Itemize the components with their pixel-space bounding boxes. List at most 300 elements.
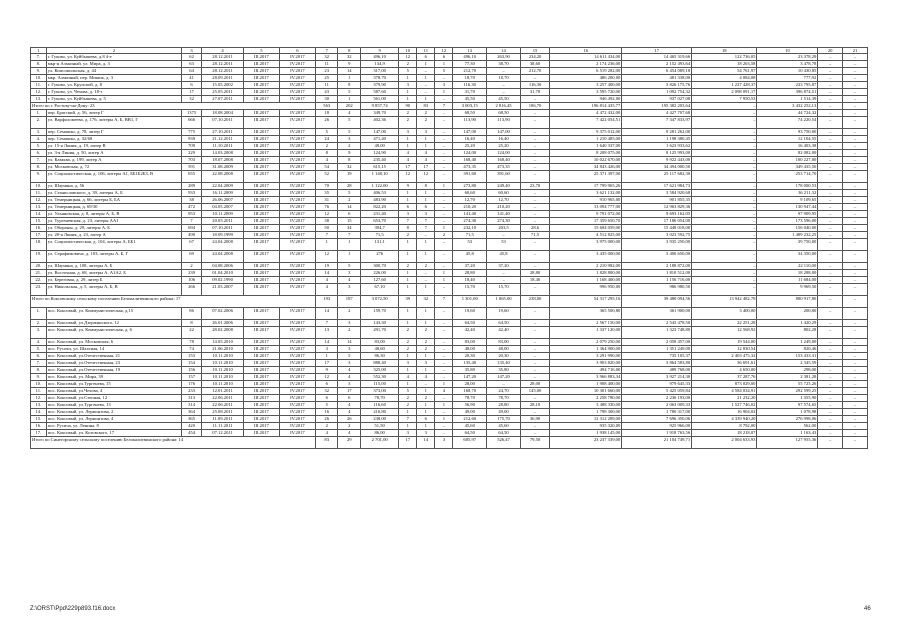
footer-file-path: Z:\ORST\Ppd\229p893.f16.docx: [30, 606, 116, 612]
table-cell: 21 232,20: [692, 395, 757, 402]
table-cell: IV.2017: [279, 110, 315, 117]
table-cell: 953: [181, 211, 201, 218]
table-row: [31, 308, 868, 320]
table-cell: 2 567 150,00: [550, 320, 622, 327]
table-cell: 14.05.2010: [202, 339, 244, 346]
subtotal-cell: 193: [315, 296, 338, 308]
table-cell: –: [843, 409, 868, 416]
table-cell: 2 210 982,00: [550, 263, 622, 270]
table-cell: 19,60: [453, 308, 487, 320]
table-cell: 3: [417, 211, 435, 218]
address-cell: пос. Коксовый, ул.Тургенева, 15: [46, 381, 181, 388]
table-cell: 60,60: [487, 190, 521, 197]
table-cell: 15: [338, 218, 361, 225]
table-cell: 1 798 300,00: [550, 409, 622, 416]
table-cell: 933: [181, 190, 201, 197]
table-cell: IV.2017: [279, 327, 315, 339]
table-cell: 16,40: [487, 136, 521, 143]
column-number: 15: [520, 48, 549, 54]
table-cell: 365: [181, 416, 201, 423]
table-cell: 3 935 250,00: [622, 239, 692, 251]
table-cell: 1: [399, 239, 417, 251]
table-cell: –: [487, 82, 521, 89]
row-number: 10.: [31, 183, 47, 190]
table-cell: 888,40: [361, 360, 399, 367]
table-row: [31, 232, 868, 239]
table-cell: 1 623 933,62: [622, 143, 692, 150]
table-cell: 2: [435, 232, 453, 239]
table-cell: 777,92: [757, 75, 818, 82]
table-cell: 1: [435, 416, 453, 423]
subtotal-cell: 13 942 482,78: [692, 296, 757, 308]
table-cell: III.2017: [243, 423, 279, 430]
table-cell: 31: [315, 197, 338, 204]
address-cell: мкр. Алмазный, пер. Мишиь, д. 3: [46, 75, 181, 82]
table-cell: IV.2017: [279, 54, 315, 61]
address-cell: ул. Восточная, д. 68, литеры А, А1А2, Б: [46, 270, 181, 277]
row-number: 21.: [31, 270, 47, 277]
table-cell: 34 350,00: [757, 251, 818, 263]
table-cell: 16.11.2009: [202, 190, 244, 197]
table-cell: 2: [417, 110, 435, 117]
table-cell: –: [520, 395, 549, 402]
table-cell: –: [692, 251, 757, 263]
table-cell: –: [520, 409, 549, 416]
table-cell: 12,70: [487, 197, 521, 204]
table-cell: 176: [181, 381, 201, 388]
table-cell: –: [435, 284, 453, 296]
table-cell: 68,50: [453, 110, 487, 117]
row-number: 17.: [31, 232, 47, 239]
table-cell: 28,00: [520, 381, 549, 388]
table-cell: 406,53: [361, 190, 399, 197]
row-number: 12.: [31, 197, 47, 204]
subtotal-cell: 32: [417, 296, 435, 308]
row-number: 17.: [31, 430, 47, 437]
table-cell: 156 040,00: [757, 225, 818, 232]
table-cell: 1: [435, 270, 453, 277]
table-cell: 12 830,54: [692, 346, 757, 353]
table-cell: –: [818, 157, 843, 164]
table-cell: 36 211,32: [757, 190, 818, 197]
table-cell: –: [818, 225, 843, 232]
table-cell: –: [435, 320, 453, 327]
table-cell: 18 218,07: [692, 430, 757, 437]
table-cell: –: [435, 164, 453, 171]
table-row: [31, 150, 868, 157]
address-cell: пос. Коксовый, ул.Отечественная, 19: [46, 367, 181, 374]
table-cell: 38: [181, 197, 201, 204]
table-cell: 4: [338, 367, 361, 374]
table-cell: 28,00: [453, 381, 487, 388]
table-cell: –: [843, 150, 868, 157]
table-cell: –: [520, 211, 549, 218]
table-cell: –: [435, 117, 453, 129]
table-cell: 365 500,80: [550, 308, 622, 320]
table-cell: 901 855,35: [622, 197, 692, 204]
table-cell: 1: [417, 61, 435, 68]
table-cell: 364: [181, 409, 201, 416]
table-cell: 82 082,00: [757, 150, 818, 157]
table-cell: –: [843, 61, 868, 68]
table-cell: 07.10.2011: [202, 225, 244, 232]
table-cell: 10 301 660,00: [550, 388, 622, 395]
table-cell: 10 022 670,00: [550, 157, 622, 164]
table-cell: 6: [315, 395, 338, 402]
table-cell: 37,20: [453, 263, 487, 270]
table-cell: 124,90: [361, 150, 399, 157]
table-cell: 106: [181, 277, 201, 284]
table-cell: 07.12.2011: [202, 430, 244, 437]
table-cell: –: [487, 232, 521, 239]
table-row: [31, 395, 868, 402]
row-number: 22.: [31, 277, 47, 284]
table-cell: –: [843, 197, 868, 204]
table-cell: 35,80: [453, 367, 487, 374]
table-cell: 1 249,00: [757, 339, 818, 346]
table-cell: –: [843, 68, 868, 75]
table-cell: –: [818, 171, 843, 183]
table-cell: 147,00: [361, 129, 399, 136]
table-cell: –: [818, 61, 843, 68]
table-cell: –: [435, 150, 453, 157]
table-cell: 11.11.2011: [202, 423, 244, 430]
table-cell: IV.2017: [279, 204, 315, 211]
table-cell: 212,70: [453, 68, 487, 75]
table-cell: –: [520, 190, 549, 197]
table-cell: 9 969,50: [757, 284, 818, 296]
table-row: [31, 68, 868, 75]
table-row: [31, 374, 868, 381]
row-number: 10.: [31, 381, 47, 388]
table-cell: 10.11.2010: [202, 381, 244, 388]
table-cell: 1: [315, 239, 338, 251]
table-cell: –: [843, 225, 868, 232]
table-cell: 655: [181, 171, 201, 183]
table-cell: 48,60: [361, 346, 399, 353]
table-cell: 25 371 397,00: [550, 171, 622, 183]
table-cell: –: [818, 197, 843, 204]
table-cell: 83,00: [487, 339, 521, 346]
table-cell: 157: [181, 374, 201, 381]
subtotal-cell: 39: [399, 296, 417, 308]
table-cell: IV.2017: [279, 150, 315, 157]
table-cell: 4: [399, 157, 417, 164]
table-cell: III.2017: [243, 263, 279, 270]
table-cell: 276: [361, 251, 399, 263]
table-cell: –: [417, 270, 435, 277]
subtotal-cell: 3 432 252,13: [757, 103, 818, 110]
table-cell: 9 375 012,00: [550, 129, 622, 136]
address-cell: пос. Коксовый, ул. Котовского, 17: [46, 430, 181, 437]
table-cell: –: [843, 327, 868, 339]
row-number: 16.: [31, 225, 47, 232]
column-number: 11: [417, 48, 435, 54]
table-cell: 7 347 833,97: [622, 117, 692, 129]
address-cell: ул. Социалистическая, д. 106, литеры А1, ББ1Б2Б3, В: [46, 171, 181, 183]
subtotal-cell: 2 816,45: [487, 103, 521, 110]
table-cell: –: [843, 251, 868, 263]
table-cell: 496,10: [453, 54, 487, 61]
table-cell: 1: [399, 75, 417, 82]
table-cell: 2: [315, 423, 338, 430]
table-cell: 694: [181, 225, 201, 232]
table-cell: 210,20: [487, 204, 521, 211]
subtotal-cell: 39 480 094,56: [622, 296, 692, 308]
table-cell: III.2017: [243, 150, 279, 157]
table-cell: –: [487, 277, 521, 284]
subtotal-cell: –: [818, 437, 843, 449]
table-cell: 17 186 054,00: [622, 218, 692, 225]
table-cell: 1: [399, 353, 417, 360]
table-cell: 1: [417, 136, 435, 143]
data-table: [30, 47, 868, 449]
table-cell: IV.2017: [279, 402, 315, 409]
table-cell: 156: [181, 367, 201, 374]
table-cell: 28,10: [520, 402, 549, 409]
table-cell: IV.2017: [279, 96, 315, 103]
subtotal-label: Итого по Синегорскому сельскому поселению Белокалитвинского района: 14: [31, 437, 316, 449]
table-row: [31, 96, 868, 103]
table-cell: 2 258 780,00: [550, 395, 622, 402]
table-cell: 145,00: [520, 388, 549, 395]
table-cell: 3 291 990,00: [550, 353, 622, 360]
table-cell: 3 488 330,00: [550, 402, 622, 409]
table-cell: 3 400,00: [692, 308, 757, 320]
table-cell: 32: [181, 96, 201, 103]
table-cell: 86,00: [361, 430, 399, 437]
table-cell: –: [520, 197, 549, 204]
table-cell: 5: [338, 129, 361, 136]
table-cell: –: [818, 218, 843, 225]
table-cell: 2 063 009,33: [622, 402, 692, 409]
table-cell: 11.10.2011: [202, 143, 244, 150]
table-cell: –: [843, 270, 868, 277]
table-cell: III.2017: [243, 270, 279, 277]
row-number: 11.: [31, 388, 47, 395]
table-row: [31, 367, 868, 374]
table-cell: 1: [417, 96, 435, 103]
table-cell: 28,80: [453, 270, 487, 277]
table-cell: 14: [338, 68, 361, 75]
table-cell: 168,40: [453, 157, 487, 164]
row-number: 6.: [31, 353, 47, 360]
table-cell: 53: [487, 239, 521, 251]
table-cell: 1: [417, 367, 435, 374]
table-cell: 74 220,54: [757, 117, 818, 129]
table-cell: –: [843, 353, 868, 360]
table-cell: 234,20: [520, 54, 549, 61]
row-number: 13.: [31, 96, 47, 103]
address-cell: пос. Коксовый, ул. Коммунистическая, д.15: [46, 308, 181, 320]
table-cell: –: [520, 129, 549, 136]
table-cell: 18,40: [453, 277, 487, 284]
table-cell: 7 422 054,51: [550, 117, 622, 129]
table-cell: –: [435, 204, 453, 211]
row-number: 7.: [31, 360, 47, 367]
table-cell: 379,90: [361, 82, 399, 89]
table-cell: 45,50: [487, 96, 521, 103]
table-cell: III.2017: [243, 277, 279, 284]
row-number: 7.: [31, 54, 47, 61]
row-number: 3.: [31, 129, 47, 136]
table-cell: 1: [399, 423, 417, 430]
table-cell: 27.10.2011: [202, 129, 244, 136]
table-cell: –: [435, 129, 453, 136]
row-number: 2.: [31, 117, 47, 129]
table-cell: 64,50: [453, 320, 487, 327]
table-cell: 100 227,00: [757, 157, 818, 164]
table-cell: 263,90: [487, 54, 521, 61]
table-cell: –: [692, 136, 757, 143]
table-row: [31, 143, 868, 150]
table-cell: IV.2017: [279, 129, 315, 136]
table-cell: 200,80: [757, 308, 818, 320]
table-cell: –: [692, 204, 757, 211]
table-cell: 5 425 059,84: [622, 388, 692, 395]
table-cell: 2: [338, 143, 361, 150]
table-cell: 349 435,50: [757, 164, 818, 171]
table-cell: –: [692, 211, 757, 218]
row-number: 9.: [31, 171, 47, 183]
table-row: [31, 320, 868, 327]
table-cell: –: [520, 157, 549, 164]
column-number: 14: [487, 48, 521, 54]
table-cell: 12: [399, 54, 417, 61]
table-cell: III.2017: [243, 402, 279, 409]
table-cell: 23,70: [520, 183, 549, 190]
table-cell: –: [520, 164, 549, 171]
table-cell: III.2017: [243, 374, 279, 381]
table-cell: 4: [417, 150, 435, 157]
table-cell: 14 465 319,66: [622, 54, 692, 61]
subtotal-cell: –: [843, 437, 868, 449]
table-cell: –: [843, 381, 868, 388]
table-cell: 64,50: [487, 430, 521, 437]
table-row: [31, 225, 868, 232]
table-row: [31, 197, 868, 204]
table-cell: 274,30: [487, 218, 521, 225]
subtotal-cell: 186,70: [520, 103, 549, 110]
table-cell: 239: [181, 270, 201, 277]
table-cell: –: [520, 96, 549, 103]
table-cell: 238,00: [361, 416, 399, 423]
table-cell: 3: [399, 211, 417, 218]
table-cell: –: [818, 96, 843, 103]
table-cell: 51,50: [361, 423, 399, 430]
table-row: [31, 270, 868, 277]
address-cell: ул. Темерницкая, д. 69/30: [46, 204, 181, 211]
table-cell: 1: [417, 320, 435, 327]
subtotal-label: Итого по Коксовскому сельскому поселению Белокалитвинского района: 17: [31, 296, 316, 308]
table-cell: III.2017: [243, 183, 279, 190]
table-cell: 153: [181, 353, 201, 360]
table-cell: 37,20: [487, 263, 521, 270]
table-cell: 276 998,06: [757, 416, 818, 423]
table-cell: IV.2017: [279, 136, 315, 143]
row-number: 15.: [31, 416, 47, 423]
table-cell: 1 420,29: [757, 320, 818, 327]
table-cell: 76: [315, 204, 338, 211]
column-number: 8: [338, 48, 361, 54]
table-cell: 249,40: [487, 183, 521, 190]
table-cell: 1: [435, 61, 453, 68]
table-cell: 13: [315, 327, 338, 339]
table-cell: –: [520, 339, 549, 346]
table-row: [31, 129, 868, 136]
table-cell: 36,90: [520, 416, 549, 423]
table-cell: III.2017: [243, 171, 279, 183]
table-cell: 212,70: [520, 68, 549, 75]
table-cell: 28,80: [487, 402, 521, 409]
table-cell: 6: [417, 204, 435, 211]
table-cell: 14: [315, 308, 338, 320]
table-cell: 62: [181, 54, 201, 61]
table-cell: –: [843, 164, 868, 171]
address-cell: ул. 3-я Линия, д. 50, литер А: [46, 150, 181, 157]
table-cell: –: [843, 360, 868, 367]
table-cell: 394,7: [361, 225, 399, 232]
address-cell: г. Гуково, ул. Куйбышева, д.8 4-е: [46, 54, 181, 61]
table-cell: 131,1: [361, 239, 399, 251]
table-cell: –: [692, 157, 757, 164]
table-cell: 494 716,00: [550, 367, 622, 374]
table-cell: 1: [399, 143, 417, 150]
table-cell: –: [818, 416, 843, 423]
row-number: 19.: [31, 251, 47, 263]
address-cell: пос. Коксовый, ул.Чехова, 4: [46, 388, 181, 395]
table-cell: 3 826 175,76: [622, 82, 692, 89]
table-cell: –: [818, 360, 843, 367]
table-cell: IV.2017: [279, 353, 315, 360]
table-cell: IV.2017: [279, 416, 315, 423]
table-cell: 481 338,00: [622, 75, 692, 82]
table-cell: III.2017: [243, 82, 279, 89]
subtotal-cell: 238,00: [520, 296, 549, 308]
table-cell: 2: [338, 197, 361, 204]
row-number: 14.: [31, 211, 47, 218]
row-number: 9.: [31, 68, 47, 75]
table-cell: III.2017: [243, 367, 279, 374]
table-cell: –: [818, 327, 843, 339]
table-cell: 18 288,00: [757, 270, 818, 277]
table-cell: 18,70: [487, 75, 521, 82]
table-cell: 8 792,00: [692, 423, 757, 430]
column-number: 9: [361, 48, 399, 54]
table-cell: 39 750,00: [757, 239, 818, 251]
row-number: 8.: [31, 367, 47, 374]
table-cell: –: [435, 367, 453, 374]
table-cell: 16,40: [453, 136, 487, 143]
table-cell: –: [818, 409, 843, 416]
table-cell: 9 109,65: [757, 197, 818, 204]
table-cell: 60,60: [453, 190, 487, 197]
table-cell: –: [843, 284, 868, 296]
table-cell: 1 640 337,00: [550, 143, 622, 150]
table-cell: –: [818, 232, 843, 239]
table-cell: 4: [315, 157, 338, 164]
table-cell: 26.01.2006: [202, 320, 244, 327]
table-cell: 147,00: [487, 129, 521, 136]
table-cell: 124,00: [453, 150, 487, 157]
table-cell: 1 227 428,37: [692, 82, 757, 89]
table-cell: III.2017: [243, 75, 279, 82]
table-cell: 235,40: [361, 157, 399, 164]
table-cell: 10.11.2010: [202, 353, 244, 360]
table-cell: –: [818, 346, 843, 353]
table-cell: IV.2017: [279, 270, 315, 277]
table-cell: 53: [453, 239, 487, 251]
